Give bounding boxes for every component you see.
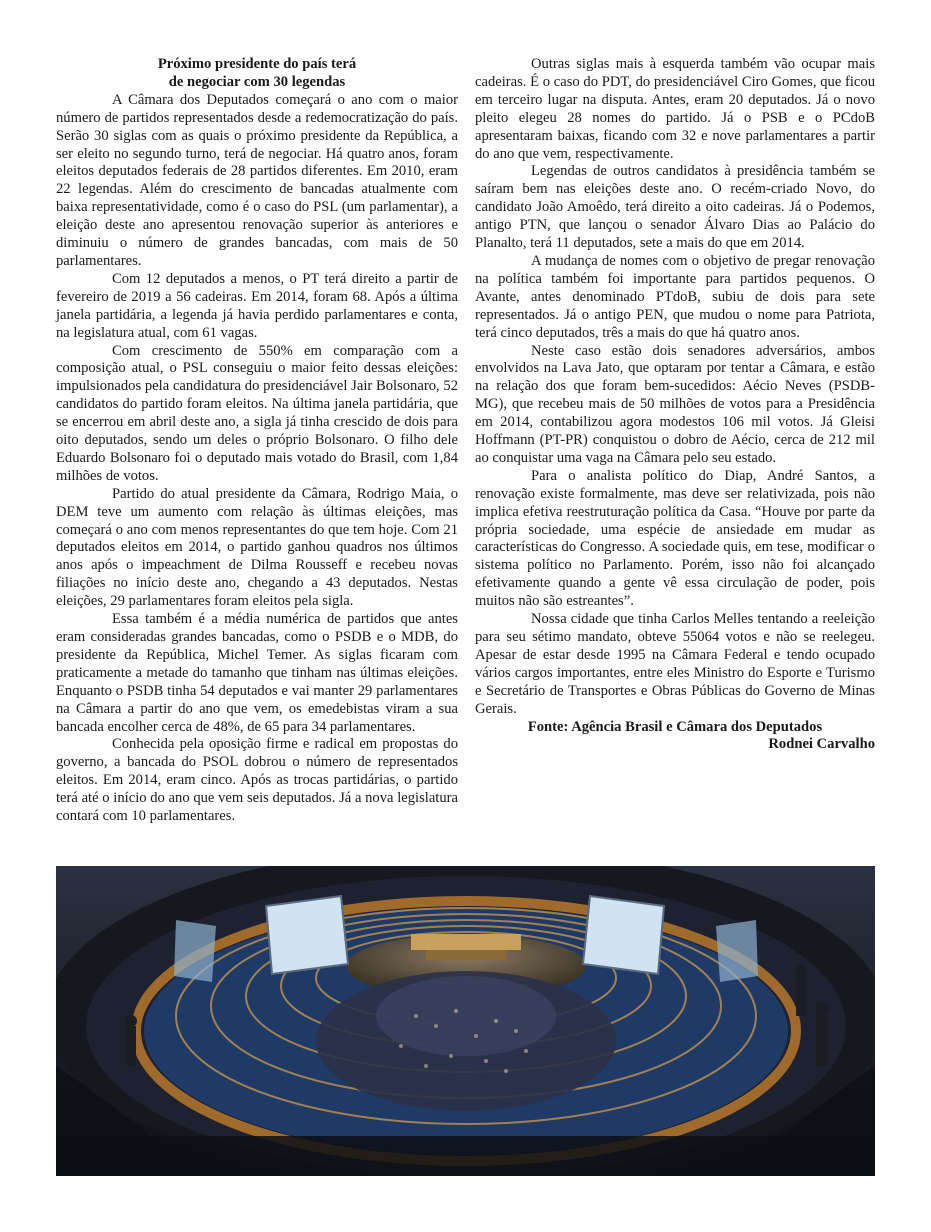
paragraph: A Câmara dos Deputados começará o ano com o maior número de partidos representados desde a redemocratização do país. Serão 30 siglas com as quais o próximo presidente da República, a ser eleito no segundo turno, terá de negociar. Há quatro anos, foram eleitos deputados federais de 28 partidos diferentes. Em 2010, eram 22 legendas. Além do crescimento de bancadas atualmente com baixa representatividade, como é o caso do PSL (um parlamentar), a eleição deste ano apresentou renovação superior às anteriores e diminuiu o número de grandes bancadas, com mais de 50 parlamentares. <box>56 91 458 269</box>
source-credit: Fonte: Agência Brasil e Câmara dos Deputados <box>527 718 823 735</box>
paragraph: Outras siglas mais à esquerda também vão ocupar mais cadeiras. É o caso do PDT, do presidenciável Ciro Gomes, que ficou em terceiro lugar na disputa. Antes, eram 20 deputados. Já o novo pleito elegeu 28 nomes do partido. Já o PSB e o PCdoB apresentaram baixas, ficando com 32 e nove parlamentares a partir do ano que vem, respectivamente. <box>475 56 875 162</box>
paragraph: A mudança de nomes com o objetivo de pregar renovação na política também foi importante para partidos pequenos. O Avante, antes denominado PTdoB, subiu de dois para sete representados. Já o antigo PEN, que mudou o nome para Patriota, terá cinco deputados, três a mais do que há quatro anos. <box>475 252 875 341</box>
author-byline: Rodnei Carvalho <box>768 736 875 753</box>
paragraph: Partido do atual presidente da Câmara, Rodrigo Maia, o DEM teve um aumento com relação às últimas eleições, mas começará o ano com menos representantes do que tem hoje. Com 21 deputados eleitos em 2014, o partido ganhou quadros nos últimos anos após o impeachment de Dilma Rousseff e recebeu novas filiações no início deste ano, chegando a 43 deputados. Nestas eleições, 29 parlamentares foram eleitos pela sigla. <box>56 485 458 610</box>
plenary-illustration <box>56 866 875 1176</box>
paragraph: Com 12 deputados a menos, o PT terá direito a partir de fevereiro de 2019 a 56 cadeiras. Em 2014, foram 68. Após a última janela partidária, a legenda já havia perdido parlamentares e conta, na legislatura atual, com 61 vagas. <box>56 270 458 341</box>
paragraph: Essa também é a média numérica de partidos que antes eram consideradas grandes bancadas, como o PSDB e o MDB, do presidente da República, Michel Temer. As siglas ficaram com praticamente a metade do tamanho que tinham nas últimas eleições. Enquanto o PSDB tinha 54 deputados e vai manter 29 parlamentares na Câmara a partir do ano que vem, os emedebistas viram a sua bancada encolher cerca de 48%, de 65 para 34 parlamentares. <box>56 611 458 735</box>
headline-line-2: de negociar com 30 legendas <box>168 73 346 90</box>
paragraph: Conhecida pela oposição firme e radical em propostas do governo, a bancada do PSOL dobrou o número de representados eleitos. Em 2014, eram cinco. Após as trocas partidárias, o partido terá até o início do ano que vem seis deputados. Já a nova legislatura contará com 10 parlamentares. <box>56 736 458 825</box>
paragraph: Legendas de outros candidatos à presidência também se saíram bem nas eleições deste ano. O recém-criado Novo, do candidato João Amoêdo, terá direito a oito cadeiras. Já o Podemos, antigo PTN, que lançou o senador Álvaro Dias ao Palácio do Planalto, terá 11 deputados, sete a mais do que em 2014. <box>475 163 875 252</box>
headline <box>56 56 458 92</box>
paragraph: Com crescimento de 550% em comparação com a composição atual, o PSL conseguiu o maior feito dessas eleições: impulsionados pela candidatura do presidenciável Jair Bolsonaro, 52 candidatos do partido foram eleitos. Na última janela partidária, que se encerrou em abril deste ano, a sigla já tinha crescido de dois para oito deputados, sendo um deles o próprio Bolsonaro. O filho dele Eduardo Bolsonaro foi o deputado mais votado do Brasil, com 1,84 milhões de votos. <box>56 342 458 484</box>
headline-line-1: Próximo presidente do país terá <box>157 56 357 72</box>
presiding-table <box>411 934 521 950</box>
chamber-photo <box>56 866 875 1176</box>
paragraph: Nossa cidade que tinha Carlos Melles tentando a reeleição para seu sétimo mandato, obteve 55064 votos e não se reelegeu. Apesar de estar desde 1995 na Câmara Federal e tendo ocupado vários cargos importantes, entre eles Ministro do Esporte e Turismo e Secretário de Transportes e Obras Públicas do Governo de Minas Gerais. <box>475 611 875 717</box>
paragraph: Para o analista político do Diap, André Santos, a renovação existe formalmente, mas deve ser relativizada, pois não implica efetiva reestruturação política da Casa. “Houve por parte da própria sociedade, uma espécie de ansiedade em mudar as características do Congresso. A sociedade quis, em tese, modificar o sistema político no Parlamento. Porém, isso não foi alcançado efetivamente quando a gente vê essa circulação de poder, pois muitos não são estreantes”. <box>475 467 875 610</box>
left-column <box>56 56 458 826</box>
paragraph: Neste caso estão dois senadores adversários, ambos envolvidos na Lava Jato, que optaram por tentar a Câmara, e estão na relação dos que foram bem-sucedidos: Aécio Neves (PSDB-MG), que recebeu mais de 50 milhões de votos para a Presidência em 2014, contabilizou agora modestos 106 mil votos. Já Gleisi Hoffmann (PT-PR) conquistou o dobro de Aécio, cerca de 212 mil ao conquistar uma vaga na Câmara pelo seu estado. <box>475 342 875 466</box>
right-column <box>475 56 875 754</box>
